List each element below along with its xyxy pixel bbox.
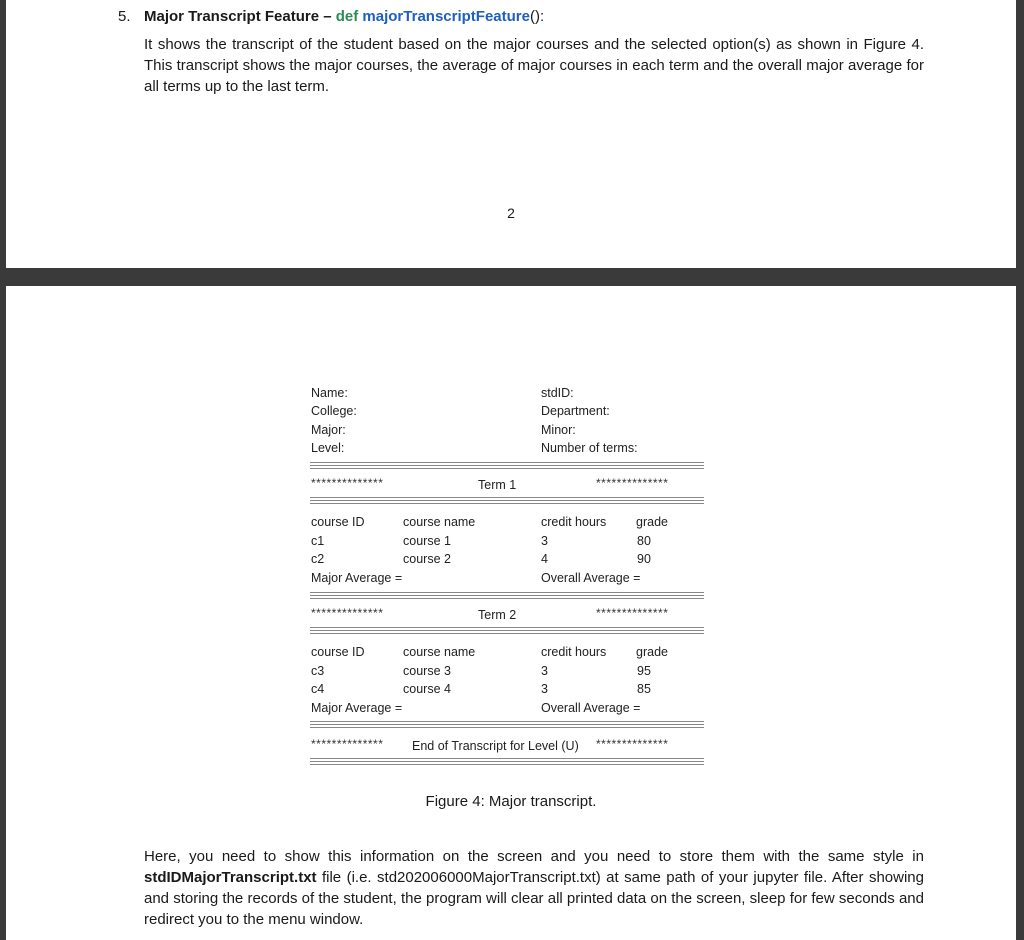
grade: 90 xyxy=(637,552,651,566)
filename-text: stdIDMajorTranscript.txt xyxy=(144,869,317,886)
separator-line xyxy=(310,627,704,636)
stars-left: ************** xyxy=(311,476,384,490)
college-label: College: xyxy=(311,404,357,418)
separator-line xyxy=(310,462,704,471)
figure-caption: Figure 4: Major transcript. xyxy=(425,793,597,810)
separator-line xyxy=(310,758,704,767)
def-keyword: def xyxy=(335,8,359,25)
major-label: Major: xyxy=(311,423,346,437)
document-page-2 xyxy=(6,286,1016,940)
department-label: Department: xyxy=(541,404,610,418)
course-id: c1 xyxy=(311,534,325,548)
stdid-label: stdID: xyxy=(541,386,574,400)
column-header-grade: grade xyxy=(636,645,668,659)
column-header-course-name: course name xyxy=(403,645,476,659)
column-header-credit-hours: credit hours xyxy=(541,515,607,529)
credit-hours: 3 xyxy=(541,534,548,548)
column-header-credit-hours: credit hours xyxy=(541,645,607,659)
closing-paragraph-text-2: file (i.e. std202006000MajorTranscript.txt) at same path of your jupyter file. After showing and storing the records of the student, the program will clear all printed data on the screen, sleep for few seconds and redirect you to the menu window. xyxy=(144,869,924,928)
stars-left: ************** xyxy=(311,606,384,620)
section-dash: – xyxy=(323,8,332,25)
column-header-course-id: course ID xyxy=(311,515,365,529)
credit-hours: 4 xyxy=(541,552,548,566)
intro-paragraph: It shows the transcript of the student based on the major courses and the selected option(s) as shown in Figure 4. This transcript shows the major courses, the average of major courses in each term and the overall major average for all terms up to the last term. xyxy=(144,36,924,95)
course-name: course 1 xyxy=(403,534,451,548)
credit-hours: 3 xyxy=(541,664,548,678)
overall-average-label: Overall Average = xyxy=(541,701,641,715)
column-header-course-name: course name xyxy=(403,515,476,529)
num-terms-label: Number of terms: xyxy=(541,441,638,455)
course-id: c2 xyxy=(311,552,325,566)
credit-hours: 3 xyxy=(541,682,548,696)
stars-right: ************** xyxy=(596,737,669,751)
separator-line xyxy=(310,592,704,601)
name-label: Name: xyxy=(311,386,348,400)
section-title: Major Transcript Feature xyxy=(144,8,320,25)
function-name: majorTranscriptFeature xyxy=(362,8,530,25)
minor-label: Minor: xyxy=(541,423,576,437)
major-average-label: Major Average = xyxy=(311,571,403,585)
stars-left: ************** xyxy=(311,737,384,751)
course-id: c3 xyxy=(311,664,325,678)
term-1-label: Term 1 xyxy=(478,478,517,492)
stars-right: ************** xyxy=(596,606,669,620)
closing-paragraph-text: Here, you need to show this information on the screen and you need to store them with the same style in xyxy=(144,848,924,865)
column-header-grade: grade xyxy=(636,515,668,529)
grade: 85 xyxy=(637,682,651,696)
course-name: course 2 xyxy=(403,552,451,566)
section-number: 5. xyxy=(118,8,131,25)
course-name: course 4 xyxy=(403,682,451,696)
grade: 95 xyxy=(637,664,651,678)
document-page-1 xyxy=(6,0,1016,268)
major-average-label: Major Average = xyxy=(311,701,403,715)
page-number: 2 xyxy=(507,205,515,221)
overall-average-label: Overall Average = xyxy=(541,571,641,585)
section-heading xyxy=(118,6,544,28)
course-id: c4 xyxy=(311,682,325,696)
closing-paragraph xyxy=(144,846,924,930)
grade: 80 xyxy=(637,534,651,548)
separator-line xyxy=(310,497,704,506)
course-name: course 3 xyxy=(403,664,451,678)
function-parens: (): xyxy=(529,8,545,25)
stars-right: ************** xyxy=(596,476,669,490)
column-header-course-id: course ID xyxy=(311,645,365,659)
level-label: Level: xyxy=(311,441,345,455)
separator-line xyxy=(310,721,704,730)
end-of-transcript-label: End of Transcript for Level (U) xyxy=(412,739,579,753)
term-2-label: Term 2 xyxy=(478,608,517,622)
